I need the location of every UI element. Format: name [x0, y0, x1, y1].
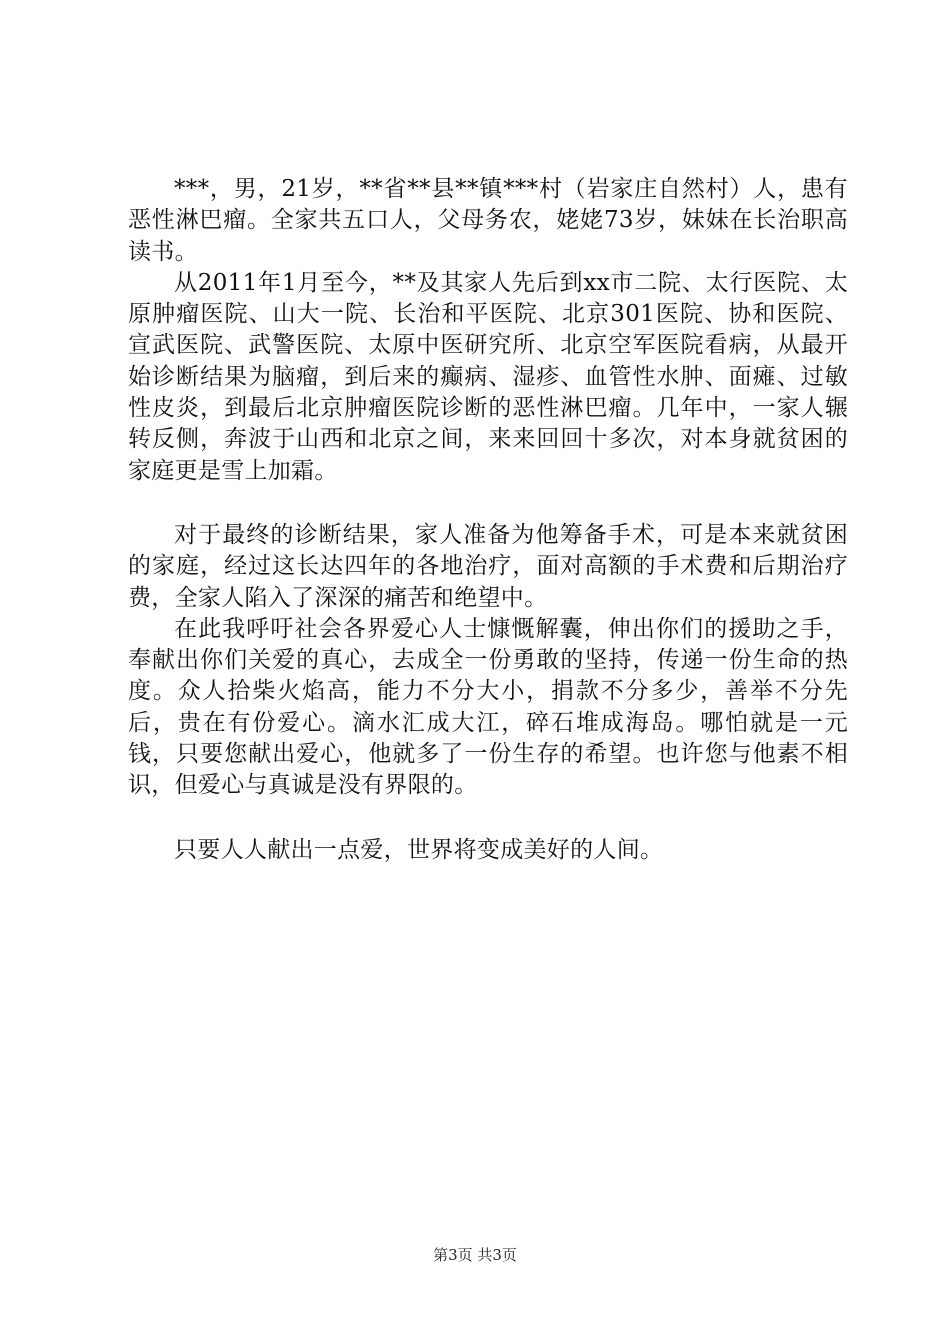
paragraph-patient-info: ***，男，21岁，**省**县**镇***村（岩家庄自然村）人，患有恶性淋巴瘤。全家共五口人，父母务农，姥姥73岁，妹妹在长治职高读书。 — [128, 176, 848, 265]
paragraph-spacer — [128, 487, 848, 520]
paragraph-treatment-history: 从2011年1月至今，**及其家人先后到xx市二院、太行医院、太原肿瘤医院、山大一院、长治和平医院、北京301医院、协和医院、宣武医院、武警医院、太原中医研究所、北京空军医院看病，从最开始诊断结果为脑瘤，到后来的癫病、湿疹、血管性水肿、面瘫、过敏性皮炎，到最后北京肿瘤医院诊断的恶性淋巴瘤。几年中，一家人辗转反侧，奔波于山西和北京之间，来来回回十多次，对本身就贫困的家庭更是雪上加霜。 — [128, 269, 848, 484]
page-number-footer: 第3页 共3页 — [433, 1246, 517, 1264]
paragraph-closing: 只要人人献出一点爱，世界将变成美好的人间。 — [174, 836, 664, 863]
paragraph-appeal: 在此我呼吁社会各界爱心人士慷慨解囊，伸出你们的援助之手，奉献出你们关爱的真心，去成全一份勇敢的坚持，传递一份生命的热度。众人拾柴火焰高，能力不分大小，捐款不分多少，善举不分先后，贵在有份爱心。滴水汇成大江，碎石堆成海岛。哪怕就是一元钱，只要您献出爱心，他就多了一份生存的希望。也许您与他素不相识，但爱心与真诚是没有界限的。 — [128, 615, 848, 799]
document-body — [128, 174, 848, 866]
paragraph-surgery-cost: 对于最终的诊断结果，家人准备为他筹备手术，可是本来就贫困的家庭，经过这长达四年的各地治疗，面对高额的手术费和后期治疗费，全家人陷入了深深的痛苦和绝望中。 — [128, 521, 848, 611]
paragraph-spacer — [128, 802, 848, 835]
